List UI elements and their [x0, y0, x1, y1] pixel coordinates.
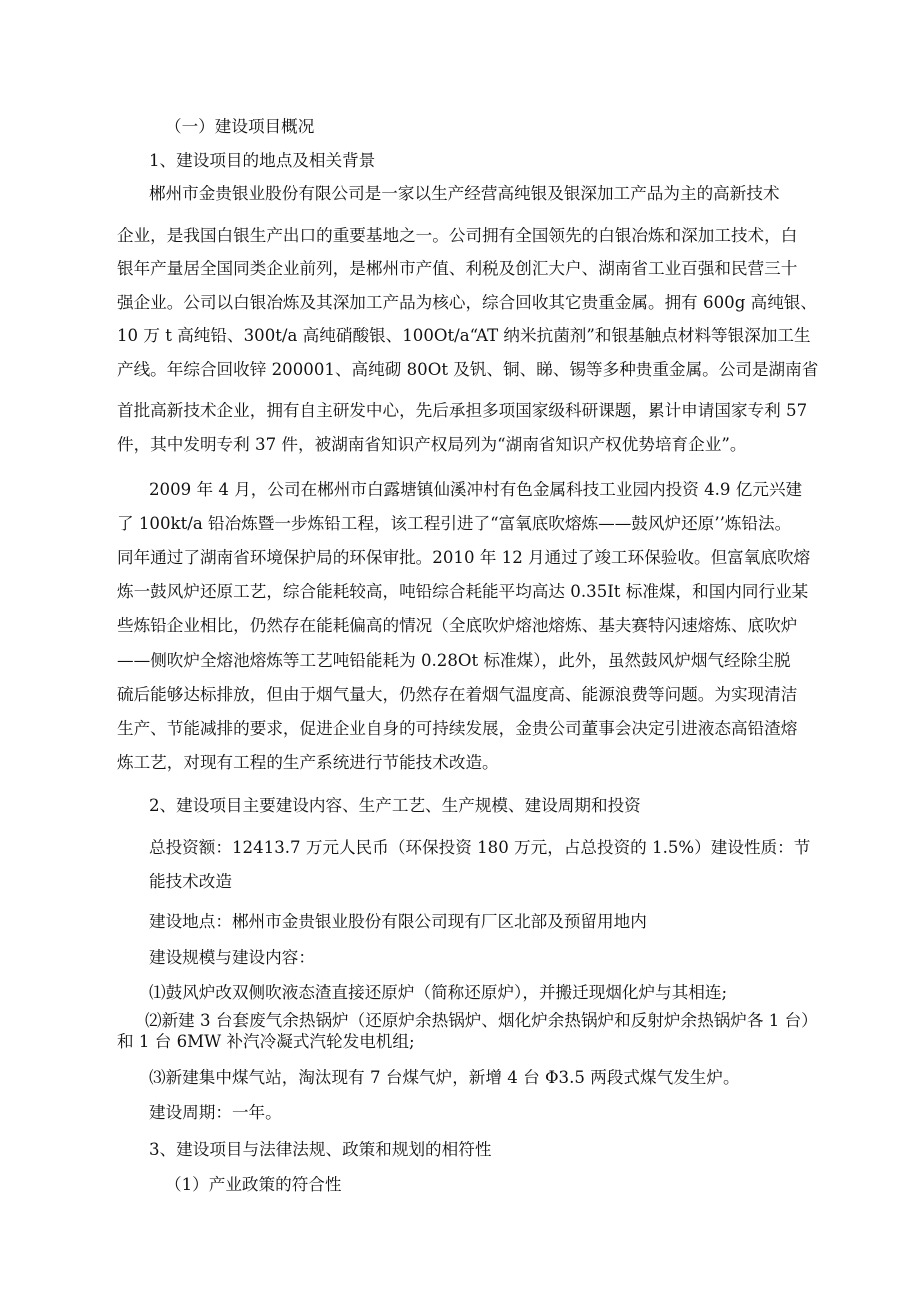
subheading-industrial-policy: （1）产业政策的符合性 [165, 1175, 342, 1194]
paragraph-line: 硫后能够达标排放，但由于烟气量大，仍然存在着烟气温度高、能源浪费等问题。为实现清洁 [117, 685, 798, 704]
paragraph-line: ——侧吹炉全熔池熔炼等工艺吨铅能耗为 0.28Ot 标准煤），此外，虽然鼓风炉烟气经除尘脱 [117, 651, 791, 670]
paragraph-line: 生产、节能减排的要求，促进企业自身的可持续发展，金贵公司董事会决定引进液态高铅渣熔 [117, 719, 798, 738]
investment-line: 能技术改造 [149, 872, 232, 891]
section-heading: （一）建设项目概况 [165, 117, 315, 136]
paragraph-line: 银年产量居全国同类企业前列，是郴州市产值、利税及创汇大户、湖南省工业百强和民营三十 [117, 259, 798, 278]
subheading-construction-content: 2、建设项目主要建设内容、生产工艺、生产规模、建设周期和投资 [149, 796, 641, 815]
subheading-location-background: 1、建设项目的地点及相关背景 [149, 151, 376, 170]
paragraph-line: 炼一鼓风炉还原工艺，综合能耗较高，吨铅综合耗能平均高达 0.35It 标准煤，和国内同行业某 [117, 582, 809, 601]
investment-line: 总投资额：12413.7 万元人民币（环保投资 180 万元，占总投资的 1.5%）建设性质：节 [149, 838, 811, 857]
list-item: ⑴鼓风炉改双侧吹液态渣直接还原炉（简称还原炉），并搬迁现烟化炉与其相连; [149, 983, 728, 1002]
list-item: ⑵新建 3 台套废气余热锅炉（还原炉余热锅炉、烟化炉余热锅炉和反射炉余热锅炉各 1 台） [145, 1011, 818, 1030]
paragraph-line: 强企业。公司以白银冶炼及其深加工产品为核心，综合回收其它贵重金属。拥有 600g 高纯银、 [117, 293, 817, 312]
paragraph-line: 2009 年 4 月，公司在郴州市白露塘镇仙溪冲村有色金属科技工业园内投资 4.9 亿元兴建 [149, 480, 803, 499]
scale-heading: 建设规模与建设内容： [149, 948, 315, 967]
paragraph-line: 件，其中发明专利 37 件，被湖南省知识产权局列为“湖南省知识产权优势培育企业”。 [117, 435, 747, 454]
paragraph-line: 企业，是我国白银生产出口的重要基地之一。公司拥有全国领先的白银冶炼和深加工技术，白 [117, 226, 798, 245]
list-item-continuation: 和 1 台 6MW 补汽冷凝式汽轮发电机组; [117, 1032, 415, 1051]
paragraph-line: 些炼铅企业相比，仍然存在能耗偏高的情况（全底吹炉熔池熔炼、基夫赛特闪速熔炼、底吹炉 [117, 616, 798, 635]
subheading-compliance: 3、建设项目与法律法规、政策和规划的相符性 [149, 1140, 492, 1159]
construction-location: 建设地点：郴州市金贵银业股份有限公司现有厂区北部及预留用地内 [149, 912, 647, 931]
list-item: ⑶新建集中煤气站，淘汰现有 7 台煤气炉，新增 4 台 Φ3.5 两段式煤气发生炉。 [149, 1068, 740, 1087]
paragraph-line: 炼工艺，对现有工程的生产系统进行节能技术改造。 [117, 753, 499, 772]
paragraph-line: 10 万 t 高纯铅、300t/a 高纯硝酸银、100Ot/a“AT 纳米抗菌剂”和银基触点材料等银深加工生 [117, 326, 811, 345]
construction-period: 建设周期：一年。 [149, 1103, 282, 1122]
paragraph-line: 了 100kt/a 铅冶炼暨一步炼铅工程，该工程引进了“富氧底吹熔炼——鼓风炉还原’’炼铅法。 [117, 514, 792, 533]
paragraph-line: 郴州市金贵银业股份有限公司是一家以生产经营高纯银及银深加工产品为主的高新技术 [149, 184, 780, 203]
paragraph-line: 首批高新技术企业，拥有自主研发中心，先后承担多项国家级科研课题，累计申请国家专利 57 [117, 401, 808, 420]
paragraph-line: 同年通过了湖南省环境保护局的环保审批。2010 年 12 月通过了竣工环保验收。但富氧底吹熔 [117, 548, 811, 567]
paragraph-line: 产线。年综合回收锌 200001、高纯砌 80Ot 及钒、铜、睇、锡等多种贵重金属。公司是湖南省 [117, 360, 819, 379]
